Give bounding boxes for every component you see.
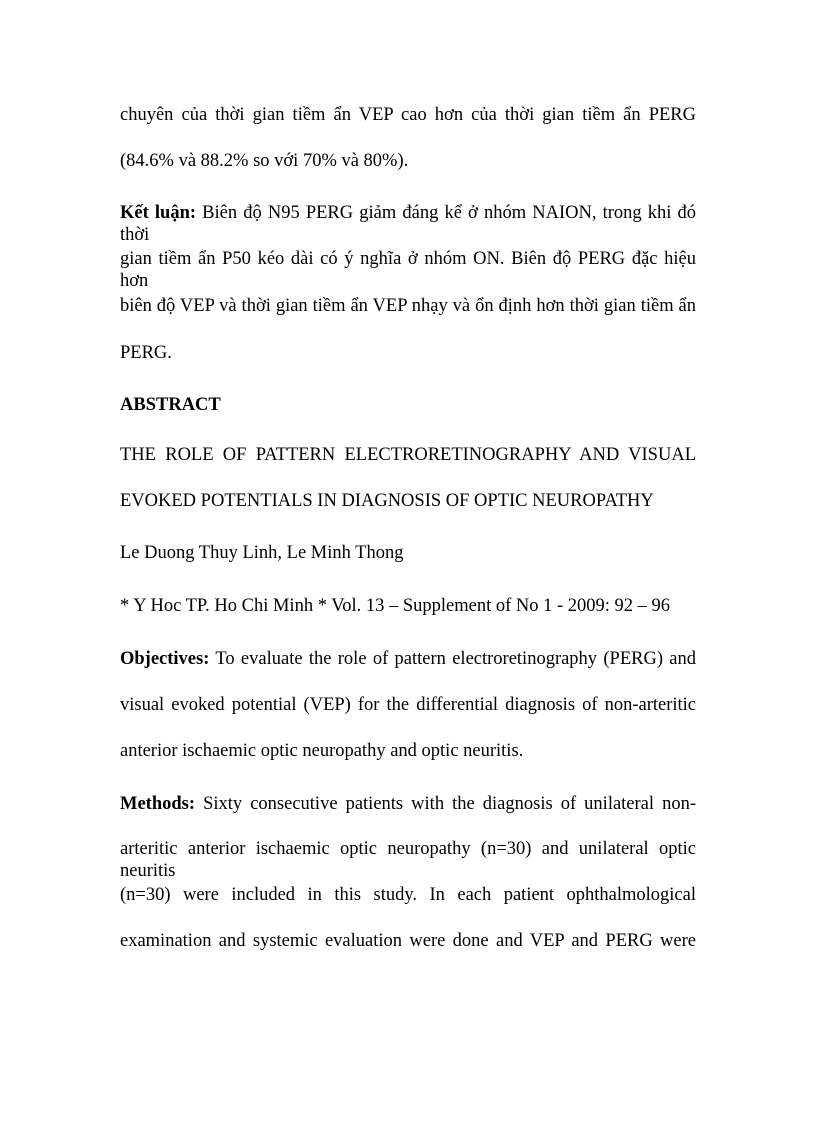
abstract-heading-text: ABSTRACT [120, 395, 221, 415]
methods-line-1 [120, 793, 696, 815]
conclusion-text-2: gian tiềm ẩn P50 kéo dài có ý nghĩa ở nhóm ON. Biên độ PERG đặc hiệu hơn [120, 249, 696, 291]
conclusion-text-3: biên độ VEP và thời gian tiềm ẩn VEP nhạy và ổn định hơn thời gian tiềm ẩn [120, 296, 696, 316]
text-line-2: (84.6% và 88.2% so với 70% và 80%). [120, 151, 409, 171]
methods-line-3 [120, 884, 696, 906]
title-line-1 [120, 444, 696, 466]
paragraph-line-1 [120, 104, 696, 126]
methods-text-3: (n=30) were included in this study. In each patient ophthalmological [120, 885, 696, 905]
conclusion-line-3 [120, 295, 696, 317]
title-text-2: EVOKED POTENTIALS IN DIAGNOSIS OF OPTIC NEUROPATHY [120, 491, 654, 511]
conclusion-text-1: Biên độ N95 PERG giảm đáng kể ở nhóm NAION, trong khi đó thời [120, 203, 697, 245]
methods-text-2: arteritic anterior ischaemic optic neuropathy (n=30) and unilateral optic neuritis [120, 839, 696, 881]
objectives-text-3: anterior ischaemic optic neuropathy and optic neuritis. [120, 741, 524, 761]
conclusion-label: Kết luận: [120, 203, 197, 223]
citation [120, 595, 696, 617]
methods-text-4: examination and systemic evaluation were done and VEP and PERG were [120, 931, 696, 951]
methods-label: Methods: [120, 794, 196, 814]
citation-text: * Y Hoc TP. Ho Chi Minh * Vol. 13 – Supplement of No 1 - 2009: 92 – 96 [120, 596, 671, 616]
conclusion-line-2 [120, 248, 696, 292]
conclusion-line-4 [120, 342, 696, 364]
conclusion-text-4: PERG. [120, 343, 172, 363]
text-line-1: chuyên của thời gian tiềm ẩn VEP cao hơn của thời gian tiềm ẩn PERG [120, 105, 696, 125]
objectives-line-3 [120, 740, 696, 762]
authors-text: Le Duong Thuy Linh, Le Minh Thong [120, 543, 404, 563]
authors [120, 542, 696, 564]
objectives-line-2 [120, 694, 696, 716]
objectives-line-1 [120, 648, 696, 670]
objectives-label: Objectives: [120, 649, 210, 669]
objectives-text-1: To evaluate the role of pattern electroretinography (PERG) and [209, 649, 696, 669]
abstract-heading [120, 394, 696, 416]
paragraph-line-2 [120, 150, 696, 172]
methods-line-4 [120, 930, 696, 952]
methods-text-1: Sixty consecutive patients with the diagnosis of unilateral non- [195, 794, 696, 814]
methods-line-2 [120, 838, 696, 882]
objectives-text-2: visual evoked potential (VEP) for the differential diagnosis of non-arteritic [120, 695, 696, 715]
title-line-2 [120, 490, 696, 512]
conclusion-line-1 [120, 202, 696, 246]
title-text-1: THE ROLE OF PATTERN ELECTRORETINOGRAPHY AND VISUAL [120, 445, 696, 465]
